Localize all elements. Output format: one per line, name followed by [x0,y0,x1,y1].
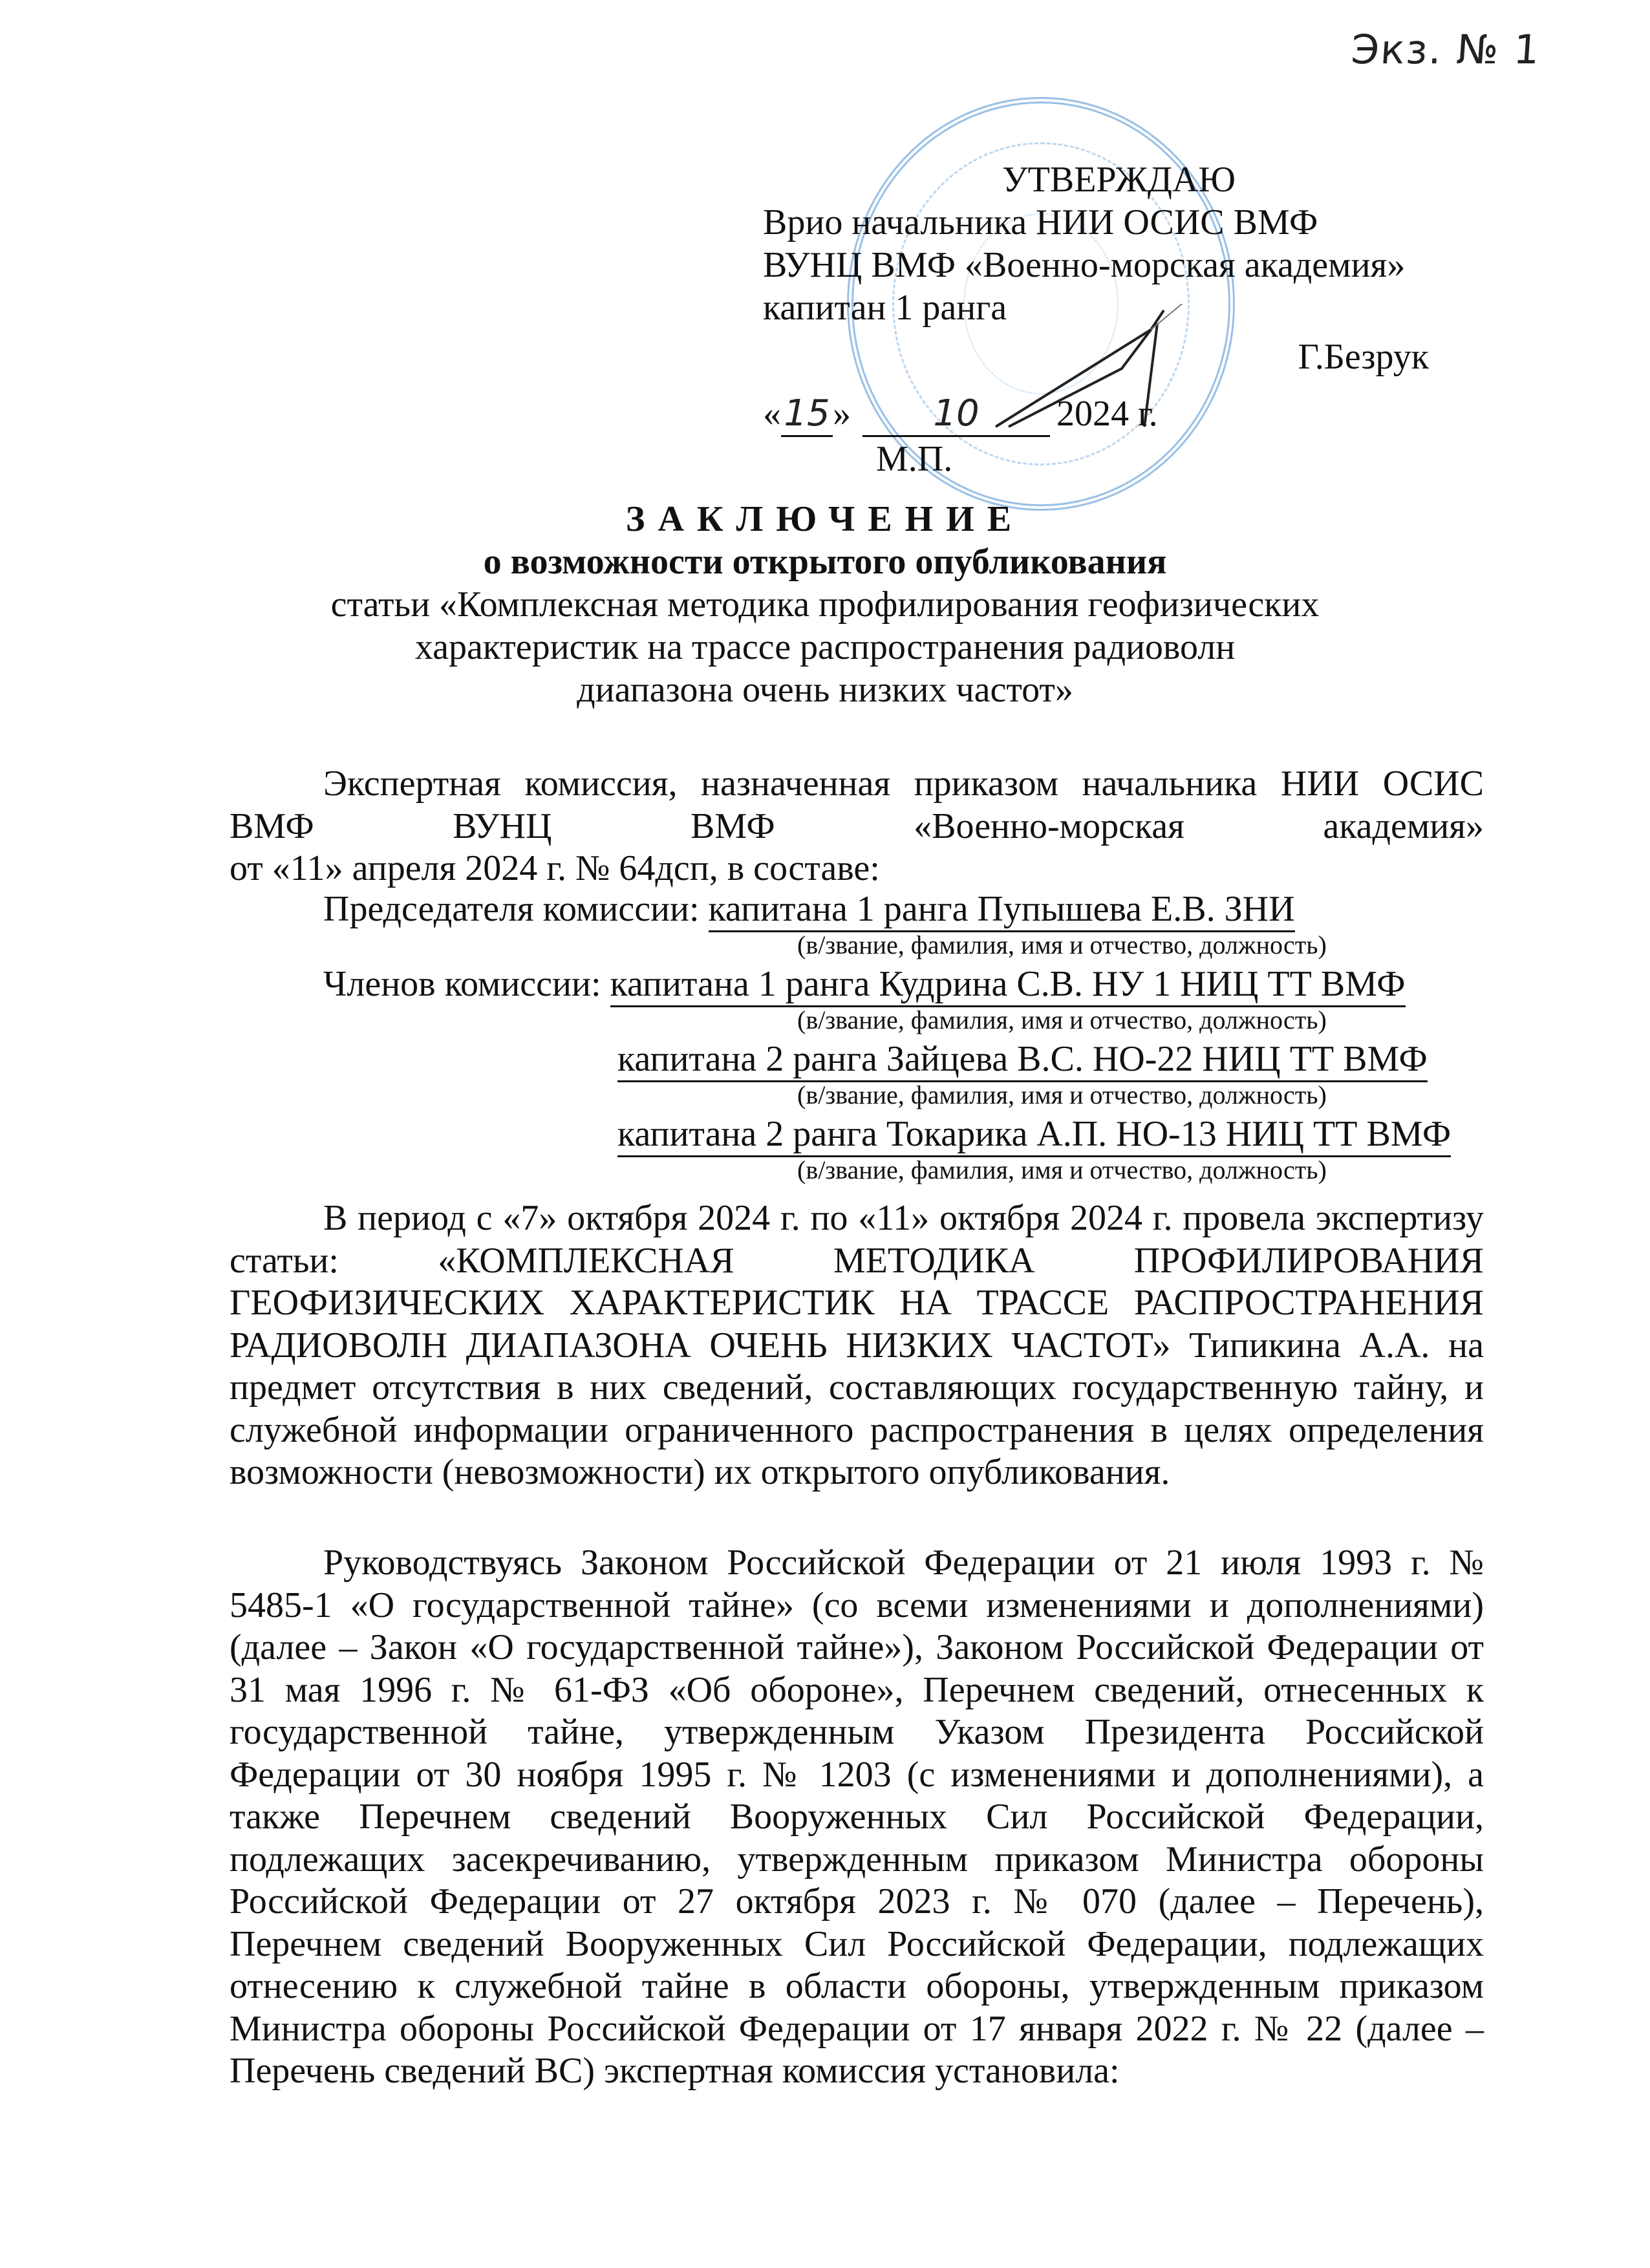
document-title: ЗАКЛЮЧЕНИЕ [625,499,1025,539]
field-hint: (в/звание, фамилия, имя и отчество, должность) [797,930,1327,959]
approval-date: «15» 10 2024 г. [763,392,1513,438]
article-title-line-1: статьи «Комплексная методика профилирования геофизических [330,584,1320,625]
member-1: капитана 1 ранга Кудрина С.В. НУ 1 НИЦ ТТ ВМФ [610,964,1406,1007]
period-paragraph [230,1197,1484,1494]
field-hint: (в/звание, фамилия, имя и отчество, должность) [797,1080,1327,1109]
copy-number-mark: Экз. № 1 [1349,26,1543,73]
document-heading [0,498,1650,711]
article-title-line-3: диапазона очень низких частот» [577,670,1073,710]
approval-title: УТВЕРЖДАЮ [1002,160,1236,200]
approval-month: 10 [862,392,1050,437]
approver-position-line-2: ВУНЦ ВМФ «Военно-морская академия» [763,245,1406,285]
seal-place-label: М.П. [876,439,953,479]
commission-list [230,891,1497,1191]
intro-line-1: Экспертная комиссия, назначенная приказом начальника НИИ ОСИС ВМФ ВУНЦ ВМФ «Военно-морская академия» [230,764,1484,846]
chair-label: Председателя комиссии: [323,889,700,929]
field-hint: (в/звание, фамилия, имя и отчество, должность) [797,1005,1327,1034]
article-title-line-2: характеристик на трассе распространения радиоволн [414,627,1236,667]
approval-day: 15 [781,392,833,437]
approver-name: Г.Безрук [1298,337,1429,377]
intro-line-2: от «11» апреля 2024 г. № 64дсп, в составе: [230,848,880,888]
approval-year: 2024 г. [1056,394,1158,434]
member-2: капитана 2 ранга Зайцева В.С. НО-22 НИЦ ТТ ВМФ [617,1039,1428,1082]
period-text: В период с «7» октября 2024 г. по «11» октября 2024 г. провела экспертизу статьи: «КОМПЛЕКСНАЯ МЕТОДИКА ПРОФИЛИРОВАНИЯ ГЕОФИЗИЧЕСКИХ ХАРАКТЕРИСТИК НА ТРАССЕ РАСПРОСТРАНЕНИЯ РАДИОВОЛН ДИАПАЗОНА ОЧЕНЬ НИЗКИХ ЧАСТОТ» Типикина А.А. на предмет отсутствия в них сведений, составляющих государственную тайну, и служебной информации ограниченного распространения в целях определения возможности (невозможности) их открытого опубликования. [230,1198,1484,1492]
approver-position-line-1: Врио начальника НИИ ОСИС ВМФ [763,202,1318,242]
approver-rank: капитан 1 ранга [763,288,1007,328]
legal-basis-text: Руководствуясь Законом Российской Федерации от 21 июля 1993 г. № 5485-1 «О государственной тайне» (со всеми изменениями и дополнениями) (далее – Закон «О государственной тайне»), Законом Российской Федерации от 31 мая 1996 г. № 61-ФЗ «Об обороне», Перечнем сведений, отнесенных к государственной тайне, утвержденным Указом Президента Российской Федерации от 30 ноября 1995 г. № 1203 (с изменениями и дополнениями), а также Перечнем сведений Вооруженных Сил Российской Федерации, подлежащих засекречиванию, утвержденным приказом Министра обороны Российской Федерации от 27 октября 2023 г. № 070 (далее – Перечень), Перечнем сведений Вооруженных Сил Российской Федерации, подлежащих отнесению к служебной тайне в области обороны, утвержденным приказом Министра обороны Российской Федерации от 17 января 2022 г. № 22 (далее – Перечень сведений ВС) экспертная комиссия установила: [230,1543,1484,2091]
field-hint: (в/звание, фамилия, имя и отчество, должность) [797,1155,1327,1184]
legal-basis-paragraph [230,1542,1484,2093]
member-3: капитана 2 ранга Токарика А.П. НО-13 НИЦ ТТ ВМФ [617,1114,1451,1157]
approval-block [763,158,1513,480]
document-subtitle: о возможности открытого опубликования [483,542,1167,582]
chair-member: капитана 1 ранга Пупышева Е.В. ЗНИ [709,889,1295,932]
members-label: Членов комиссии: [323,964,601,1004]
intro-paragraph [230,763,1484,890]
